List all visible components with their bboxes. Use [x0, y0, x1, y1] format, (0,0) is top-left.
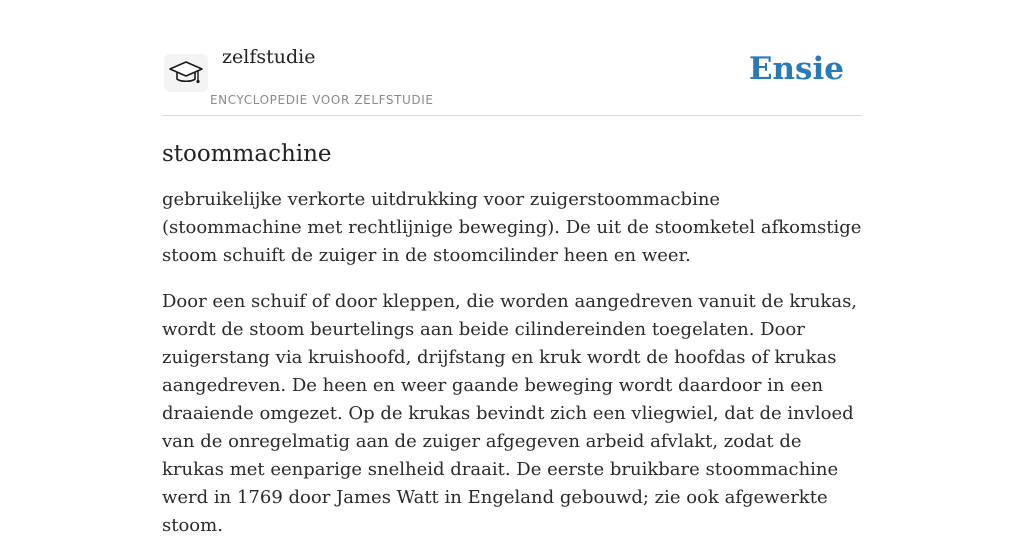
site-header — [162, 40, 862, 116]
site-title[interactable]: zelfstudie — [222, 46, 316, 68]
graduation-cap-icon[interactable] — [164, 54, 208, 92]
article-paragraph: Door een schuif of door kleppen, die worden aangedreven vanuit de krukas, wordt de stoom beurtelings aan beide cilindereinden toegelaten. Door zuigerstang via kruishoofd, drijfstang en kruk wordt de hoofdas of krukas aangedreven. De heen en weer gaande beweging wordt daardoor in een draaiende omgezet. Op de krukas bevindt zich een vliegwiel, dat de invloed van de onregelmatig aan de zuiger afgegeven arbeid afvlakt, zodat de krukas met eenparige snelheid draait. De eerste bruikbare stoommachine werd in 1769 door James Watt in Engeland gebouwd; zie ook afgewerkte stoom. — [162, 291, 858, 536]
page — [162, 0, 862, 536]
site-subtitle: ENCYCLOPEDIE VOOR ZELFSTUDIE — [210, 93, 434, 107]
article — [162, 136, 862, 558]
brand-logo[interactable]: Ensie — [748, 51, 844, 87]
article-title: stoommachine — [162, 141, 332, 167]
article-paragraph: gebruikelijke verkorte uitdrukking voor zuigerstoommacbine (stoommachine met rechtlijnige beweging). De uit de stoomketel afkomstige stoom schuift de zuiger in de stoomcilinder heen en weer. — [162, 189, 862, 266]
